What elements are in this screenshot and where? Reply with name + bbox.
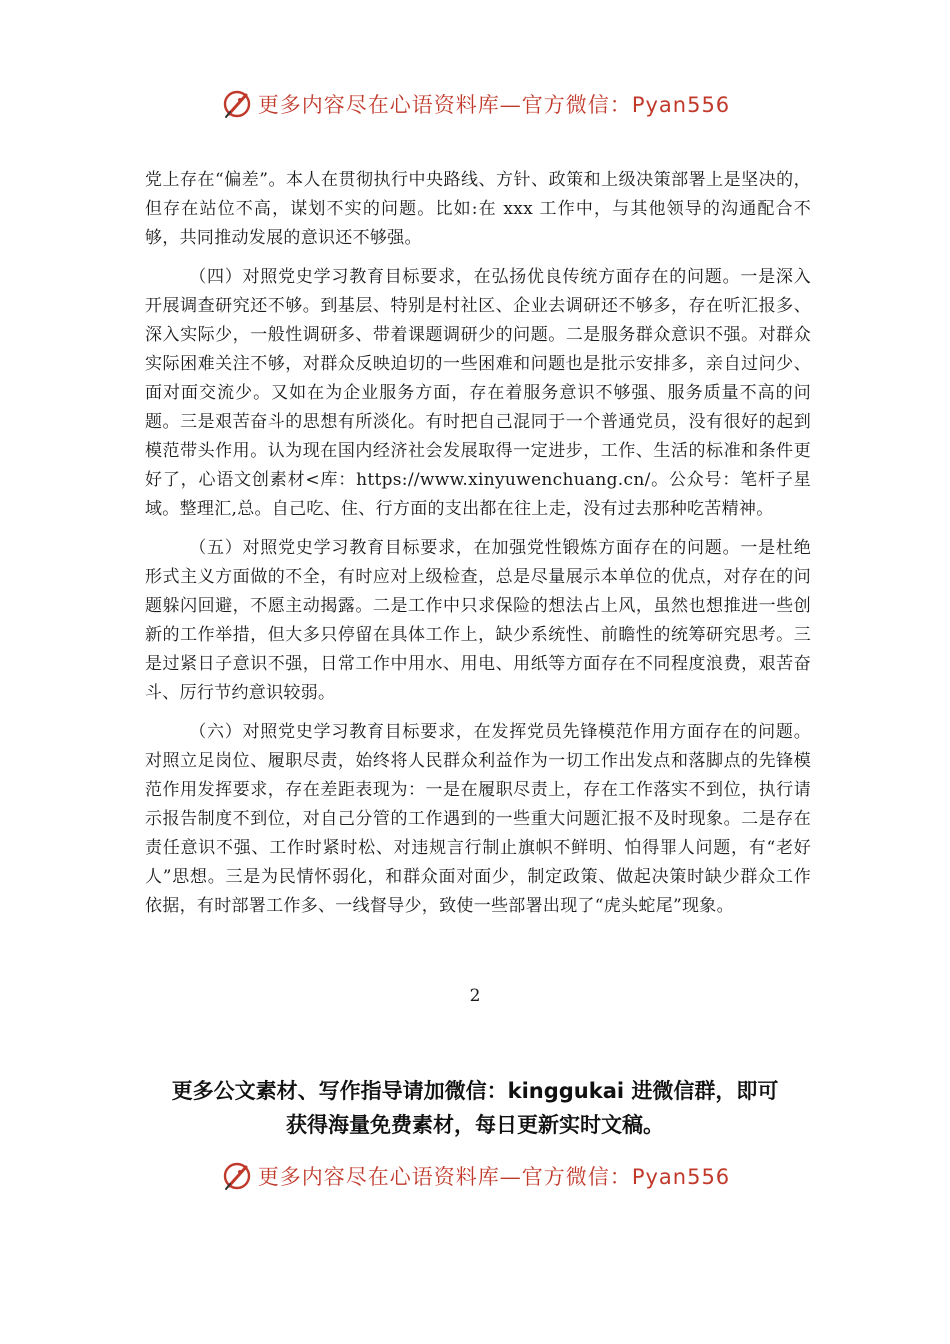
paragraph-section-four: （四）对照党史学习教育目标要求，在弘扬优良传统方面存在的问题。一是深入开展调查研究还不够。到基层、特别是村社区、企业去调研还不够多，存在听汇报多、深入实际少，一般性调研多、带着课题调研少的问题。二是服务群众意识不强。对群众实际困难关注不够，对群众反映迫切的一些困难和问题也是批示安排多，亲自过问少、面对面交流少。又如在为企业服务方面，存在着服务意识不够强、服务质量不高的问题。三是艰苦奋斗的思想有所淡化。有时把自己混同于一个普通党员，没有很好的起到模范带头作用。认为现在国内经济社会发展取得一定进步，工作、生活的标准和条件更好了，心语文创素材<库：https://www.xinyuwenchuang.cn/。公众号：笔杆子星域。整理汇,总。自己吃、住、行方面的支出都在往上走，没有过去那种吃苦精神。: [145, 267, 811, 519]
header-banner-text: 更多内容尽在心语资料库—官方微信：Pyan556: [257, 93, 731, 117]
promo-line-2: 获得海量免费素材，每日更新实时文稿。: [286, 1113, 664, 1137]
promo-line-1: 更多公文素材、写作指导请加微信：kinggukai 进微信群，即可: [171, 1079, 779, 1103]
paragraph-section-six: （六）对照党史学习教育目标要求，在发挥党员先锋模范作用方面存在的问题。对照立足岗位、履职尽责，始终将人民群众利益作为一切工作出发点和落脚点的先锋模范作用发挥要求，存在差距表现为：一是在履职尽责上，存在工作落实不到位，执行请示报告制度不到位，对自己分管的工作遇到的一些重大问题汇报不及时现象。二是存在责任意识不强、工作时紧时松、对违规言行制止旗帜不鲜明、怕得罪人问题，有“老好人”思想。三是为民情怀弱化，和群众面对面少，制定政策、做起决策时缺少群众工作依据，有时部署工作多、一线督导少，致使一些部署出现了“虎头蛇尾”现象。: [145, 722, 811, 916]
header-wechat-id: Pyan556: [631, 93, 731, 117]
promo-text: [120, 1074, 830, 1142]
paragraph-continued: 党上存在“偏差”。本人在贯彻执行中央路线、方针、政策和上级决策部署上是坚决的，但存在站位不高，谋划不实的问题。比如:在 xxx 工作中，与其他领导的沟通配合不够，共同推动发展的意识还不够强。: [145, 170, 811, 248]
footer-banner: [0, 1156, 950, 1196]
page-number: 2: [469, 986, 481, 1006]
header-banner: [0, 84, 950, 124]
document-body: [145, 166, 811, 931]
paragraph-section-five: （五）对照党史学习教育目标要求，在加强党性锻炼方面存在的问题。一是杜绝形式主义方面做的不全，有时应对上级检查，总是尽量展示本单位的优点，对存在的问题躲闪回避，不愿主动揭露。二是工作中只求保险的想法占上风，虽然也想推进一些创新的工作举措，但大多只停留在具体工作上，缺少系统性、前瞻性的统筹研究思考。三是过紧日子意识不强，日常工作中用水、用电、用纸等方面存在不同程度浪费，艰苦奋斗、厉行节约意识较弱。: [145, 538, 811, 703]
footer-banner-text: 更多内容尽在心语资料库—官方微信：Pyan556: [257, 1165, 731, 1189]
pen-circle-logo-icon: [220, 1159, 254, 1193]
footer-wechat-id: Pyan556: [631, 1165, 731, 1189]
pen-circle-logo-icon: [220, 87, 254, 121]
